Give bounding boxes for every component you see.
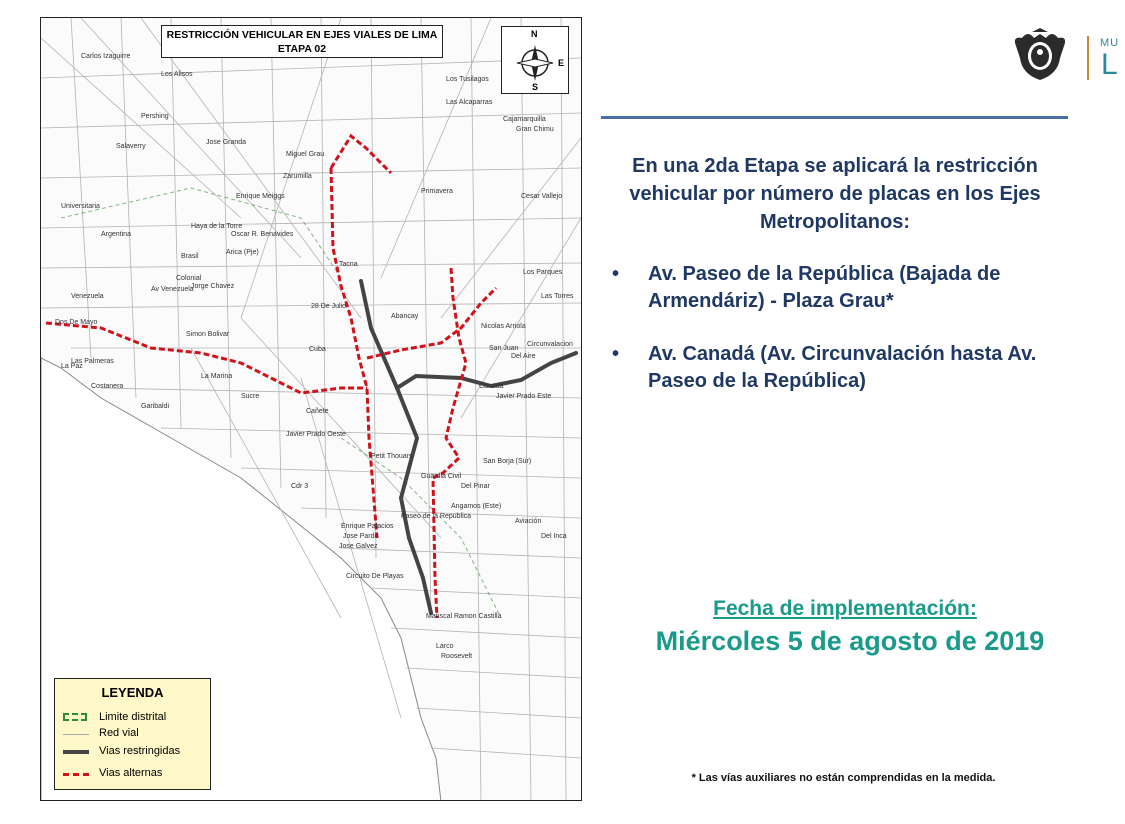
legend-label-red-vial: Red vial (99, 727, 139, 739)
map-label-dos-de-mayo: Dos De Mayo (55, 319, 98, 326)
map-label-garibaldi: Garibaldi (141, 403, 170, 410)
map-label-jorge-chavez: Jorge Chavez (191, 283, 235, 290)
map-label-pershing: Pershing (141, 113, 169, 120)
map-label-zarumilla: Zarumilla (283, 173, 312, 180)
legend-swatch-red-vial (63, 734, 89, 735)
map-label-haya-de-la-torre: Haya de la Torre (191, 223, 243, 230)
map-label-colonial: Colonial (176, 275, 202, 282)
compass-e: E (558, 58, 565, 68)
legend-swatch-limite (63, 713, 87, 721)
bullet-icon: • (612, 263, 620, 285)
map-label-jose-galvez: Jose Galvez (339, 543, 378, 550)
logo-divider (1087, 36, 1089, 80)
map-label-tacna: Tacna (339, 261, 358, 268)
map-label-cdr-3: Cdr 3 (291, 483, 309, 490)
compass-n: N (531, 29, 538, 39)
map-title-line2: ETAPA 02 (277, 43, 327, 55)
compass-rose (501, 26, 569, 94)
legend-label-alternas: Vias alternas (99, 767, 163, 779)
map-label-enrique-palacios: Enrique Palacios (341, 523, 394, 530)
map-label-venezuela: Venezuela (71, 293, 104, 300)
map-label-los-parques: Los Parques (523, 269, 563, 276)
header-rule (601, 116, 1068, 119)
map (40, 17, 582, 801)
map-label-angamos-este: Angamos (Este) (451, 503, 502, 510)
map-label-paseo-de-la-republica: Paseo de la Republica (401, 513, 472, 520)
implementation-date-label: Fecha de implementación: (713, 597, 977, 620)
map-label-del-pinar: Del Pinar (461, 483, 490, 490)
map-label-cesar-vallejo: Cesar Vallejo (521, 193, 563, 200)
map-label-circunvalacion: Circunvalacion (527, 341, 573, 348)
bullet-text: Av. Paseo de la República (Bajada de Armendáriz) - Plaza Grau* (648, 263, 1001, 312)
map-label-cajamarquilla: Cajamarquilla (503, 116, 546, 123)
legend-label-restringidas: Vias restringidas (99, 745, 181, 757)
municipality-crest-icon (1010, 28, 1070, 82)
legend-swatch-alternas (63, 773, 89, 776)
map-label-av-venezuela: Av Venezuela (151, 286, 194, 293)
implementation-date-value: Miércoles 5 de agosto de 2019 (655, 626, 1045, 656)
map-label-simon-bolivar: Simon Bolivar (186, 331, 230, 338)
map-label-los-tusilagos: Los Tusilagos (446, 76, 489, 83)
logo-text-top: MU (1100, 37, 1120, 49)
map-label-guardia-civil: Guardia Civil (421, 473, 462, 480)
map-label-arica: Arica (Pje) (226, 249, 259, 256)
map-label-los-alisos: Los Alisos (161, 71, 193, 78)
map-label-sucre: Sucre (241, 393, 260, 400)
legend-swatch-restringidas (63, 750, 89, 754)
map-legend (54, 678, 211, 790)
map-label-brasil: Brasil (181, 253, 199, 260)
map-label-las-torres: Las Torres (541, 293, 574, 300)
map-label-abancay: Abancay (391, 313, 419, 320)
legend-title: LEYENDA (101, 685, 164, 700)
bullet-icon: • (612, 343, 620, 365)
map-label-salaverry: Salaverry (116, 143, 146, 150)
map-label-benavides: Oscar R. Benavides (231, 231, 294, 238)
compass-s: S (532, 82, 539, 92)
map-label-cuba: Cuba (309, 346, 326, 353)
intro-text: En una 2da Etapa se aplicará la restricción vehicular por número de placas en los Ejes Metropolitanos: (629, 155, 1041, 233)
map-label-las-alcaparras: Las Alcaparras (446, 99, 493, 106)
map-label-costanera: Costanera (91, 383, 124, 390)
map-label-canada: Canadá (479, 383, 504, 390)
map-label-miguel-grau: Miguel Grau (286, 151, 325, 158)
footnote: * Las vías auxiliares no están comprendidas en la medida. (691, 772, 996, 784)
restricted-routes (361, 281, 576, 613)
map-label-circuito-de-playas: Circuito De Playas (346, 573, 404, 580)
map-label-enrique-meiggs: Enrique Meiggs (236, 193, 285, 200)
map-label-la-marina: La Marina (201, 373, 233, 380)
map-label-petit-thouars: Petit Thouars (371, 453, 413, 460)
map-label-primavera: Primavera (421, 188, 453, 195)
map-label-javier-prado-oeste: Javier Prado Oeste (286, 431, 346, 438)
map-label-san-borja-sur: San Borja (Sur) (483, 458, 532, 465)
map-label-javier-prado-este: Javier Prado Este (496, 393, 552, 400)
map-label-la-paz: La Paz (61, 363, 83, 370)
map-label-canete: Cañete (306, 408, 329, 415)
map-label-universitaria: Universitaria (61, 203, 100, 210)
map-label-argentina: Argentina (101, 231, 131, 238)
map-label-jose-granda: Jose Granda (206, 139, 247, 146)
map-label-jose-pardo: Jose Pardo (343, 533, 379, 540)
map-label-gran-chimu: Gran Chimu (516, 126, 554, 133)
map-label-ramon-castilla: Mariscal Ramon Castilla (426, 613, 502, 620)
bullet-text: Av. Canadá (Av. Circunvalación hasta Av. Paseo de la República) (648, 343, 1037, 392)
map-label-roosevelt: Roosevelt (441, 653, 473, 660)
legend-label-limite: Limite distrital (99, 711, 167, 723)
map-label-larco: Larco (436, 643, 454, 650)
map-title-line1: RESTRICCIÓN VEHICULAR EN EJES VIALES DE LIMA (166, 29, 438, 41)
logo-text-bottom: L (1101, 48, 1118, 81)
map-label-las-palmeras: Las Palmeras (71, 358, 114, 365)
map-label-carlos-izaguirre: Carlos Izaguirre (81, 53, 131, 60)
map-label-28-de-julio: 28 De Julio (311, 303, 347, 310)
map-label-aviacion: Aviación (515, 518, 542, 525)
map-label-del-aire: Del Aire (511, 353, 536, 360)
map-title (161, 25, 443, 58)
map-label-nicolas-arriola: Nicolas Arriola (481, 323, 526, 330)
map-label-del-inca: Del Inca (541, 533, 567, 540)
map-label-san-juan: San Juan (489, 345, 519, 352)
